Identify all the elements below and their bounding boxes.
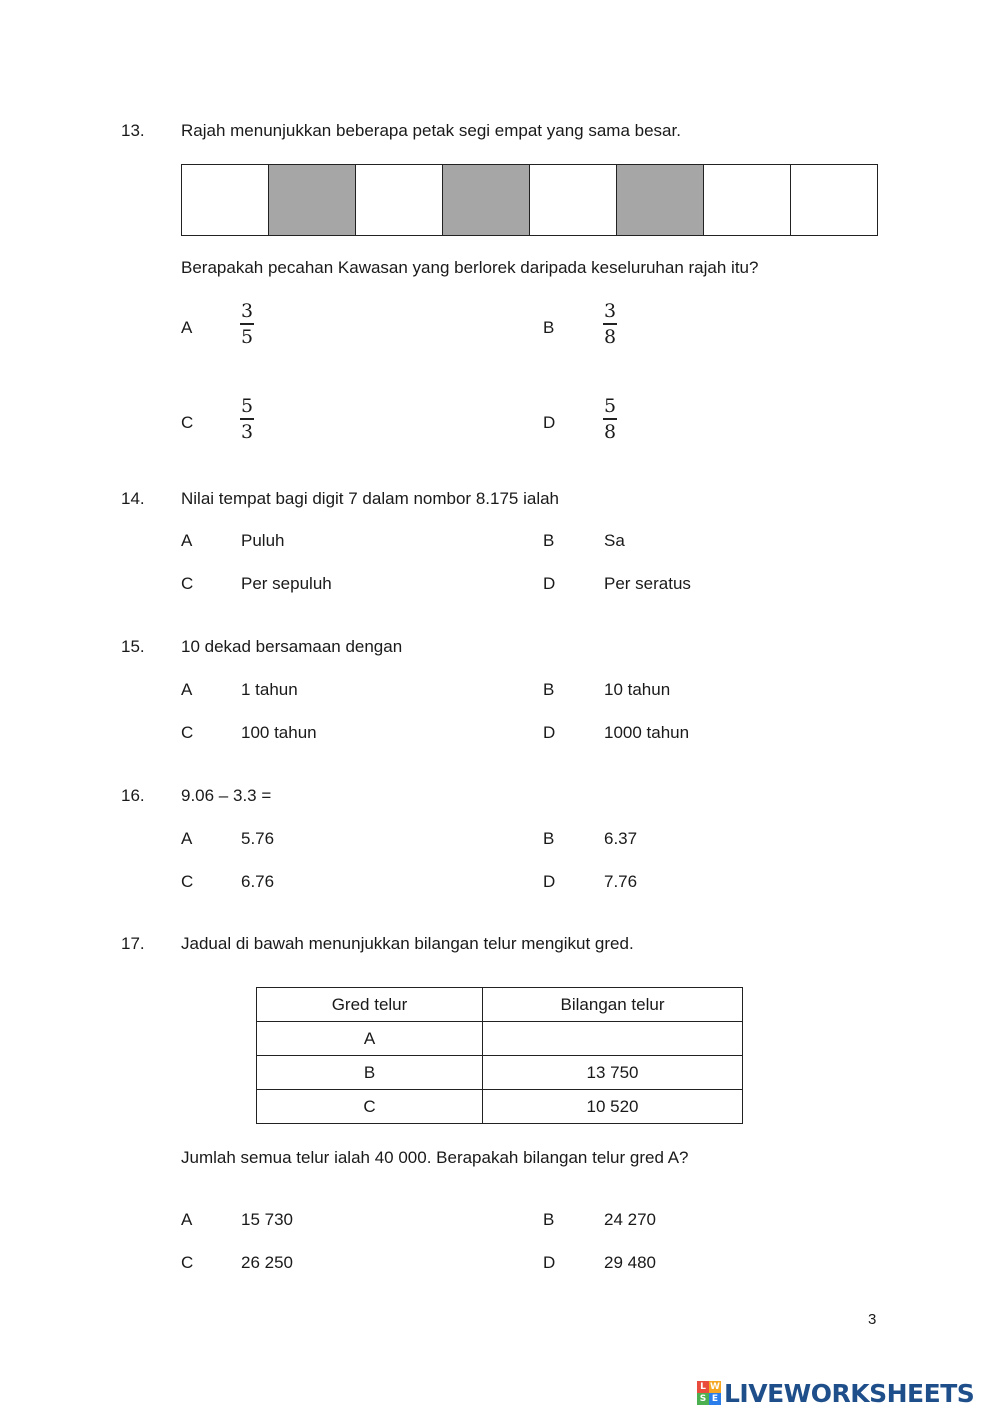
- q15-option-a-label[interactable]: A: [181, 680, 193, 699]
- cell-grade: C: [257, 1090, 483, 1124]
- q13-option-d-fraction[interactable]: [602, 395, 618, 443]
- q15-option-a-value[interactable]: 1 tahun: [241, 680, 298, 699]
- q17-option-a-label[interactable]: A: [181, 1210, 193, 1229]
- q17-option-d-value[interactable]: 29 480: [604, 1253, 656, 1272]
- table-row: [257, 1090, 743, 1124]
- q16-option-a-value[interactable]: 5.76: [241, 829, 275, 848]
- q13-text: Rajah menunjukkan beberapa petak segi empat yang sama besar.: [181, 121, 681, 140]
- fraction-bar: [603, 323, 617, 325]
- q16-option-d-value[interactable]: 7.76: [604, 872, 638, 891]
- q13-option-c-fraction[interactable]: [239, 395, 255, 443]
- q17-question: Jumlah semua telur ialah 40 000. Berapakah bilangan telur gred A?: [181, 1148, 689, 1167]
- q14-option-b-value[interactable]: Sa: [604, 531, 625, 550]
- q15-option-c-value[interactable]: 100 tahun: [241, 723, 317, 742]
- logo-letter-l: L: [697, 1381, 709, 1393]
- q16-option-c-value[interactable]: 6.76: [241, 872, 275, 891]
- logo-letter-e: E: [709, 1393, 721, 1405]
- q15-number: 15.: [121, 637, 145, 656]
- q17-option-b-value[interactable]: 24 270: [604, 1210, 656, 1229]
- denominator: 5: [240, 325, 254, 348]
- fraction-bar: [603, 418, 617, 420]
- q15-option-c-label[interactable]: C: [181, 723, 194, 742]
- square-8: [791, 165, 877, 235]
- q15-option-d-value[interactable]: 1000 tahun: [604, 723, 690, 742]
- q13-option-d-label[interactable]: D: [543, 413, 556, 432]
- q14-option-a-label[interactable]: A: [181, 531, 193, 550]
- cell-count: [483, 1022, 743, 1056]
- q16-option-c-label[interactable]: C: [181, 872, 194, 891]
- liveworksheets-logo[interactable]: [697, 1378, 974, 1408]
- denominator: 3: [240, 420, 254, 443]
- q13-question: Berapakah pecahan Kawasan yang berlorek daripada keseluruhan rajah itu?: [181, 258, 759, 277]
- egg-grade-table: [256, 987, 743, 1124]
- square-2: [269, 165, 356, 235]
- square-7: [704, 165, 791, 235]
- cell-grade: A: [257, 1022, 483, 1056]
- q14-option-a-value[interactable]: Puluh: [241, 531, 285, 550]
- q15-text: 10 dekad bersamaan dengan: [181, 637, 403, 656]
- fraction-bar: [240, 323, 254, 325]
- q15-option-d-label[interactable]: D: [543, 723, 556, 742]
- q13-option-b-fraction[interactable]: [602, 300, 618, 348]
- numerator: 5: [240, 395, 254, 417]
- q14-option-c-label[interactable]: C: [181, 574, 194, 593]
- q17-option-a-value[interactable]: 15 730: [241, 1210, 293, 1229]
- cell-count: 10 520: [483, 1090, 743, 1124]
- q17-option-c-value[interactable]: 26 250: [241, 1253, 293, 1272]
- page-number: 3: [868, 1311, 877, 1328]
- q14-number: 14.: [121, 489, 145, 508]
- numerator: 3: [603, 300, 617, 322]
- q13-option-a-fraction[interactable]: [239, 300, 255, 348]
- q16-option-b-label[interactable]: B: [543, 829, 555, 848]
- denominator: 8: [603, 325, 617, 348]
- numerator: 3: [240, 300, 254, 322]
- q14-text: Nilai tempat bagi digit 7 dalam nombor 8.175 ialah: [181, 489, 560, 508]
- q17-option-d-label[interactable]: D: [543, 1253, 556, 1272]
- cell-count: 13 750: [483, 1056, 743, 1090]
- q13-option-a-label[interactable]: A: [181, 318, 193, 337]
- numerator: 5: [603, 395, 617, 417]
- q13-squares-diagram: [181, 164, 878, 236]
- square-5: [530, 165, 617, 235]
- logo-letter-s: S: [697, 1393, 709, 1405]
- q16-option-a-label[interactable]: A: [181, 829, 193, 848]
- logo-letter-w: W: [710, 1382, 720, 1392]
- square-6: [617, 165, 704, 235]
- q15-option-b-label[interactable]: B: [543, 680, 555, 699]
- header-count: Bilangan telur: [483, 988, 743, 1022]
- q16-text: 9.06 – 3.3 =: [181, 786, 272, 805]
- q14-option-b-label[interactable]: B: [543, 531, 555, 550]
- fraction-bar: [240, 418, 254, 420]
- square-1: [182, 165, 269, 235]
- q17-option-b-label[interactable]: B: [543, 1210, 555, 1229]
- q17-option-c-label[interactable]: C: [181, 1253, 194, 1272]
- cell-grade: B: [257, 1056, 483, 1090]
- table-row: [257, 1056, 743, 1090]
- q14-option-d-value[interactable]: Per seratus: [604, 574, 691, 593]
- q14-option-d-label[interactable]: D: [543, 574, 556, 593]
- table-header-row: [257, 988, 743, 1022]
- square-4: [443, 165, 530, 235]
- q17-number: 17.: [121, 934, 145, 953]
- header-grade: Gred telur: [257, 988, 483, 1022]
- q17-text: Jadual di bawah menunjukkan bilangan telur mengikut gred.: [181, 934, 634, 953]
- denominator: 8: [603, 420, 617, 443]
- q13-number: 13.: [121, 121, 145, 140]
- table-row: [257, 1022, 743, 1056]
- square-3: [356, 165, 443, 235]
- q16-number: 16.: [121, 786, 145, 805]
- q15-option-b-value[interactable]: 10 tahun: [604, 680, 671, 699]
- liveworksheets-icon: [697, 1381, 721, 1405]
- q13-option-c-label[interactable]: C: [181, 413, 194, 432]
- q13-option-b-label[interactable]: B: [543, 318, 555, 337]
- brand-text: LIVEWORKSHEETS: [724, 1378, 975, 1408]
- q16-option-b-value[interactable]: 6.37: [604, 829, 638, 848]
- q16-option-d-label[interactable]: D: [543, 872, 556, 891]
- q14-option-c-value[interactable]: Per sepuluh: [241, 574, 332, 593]
